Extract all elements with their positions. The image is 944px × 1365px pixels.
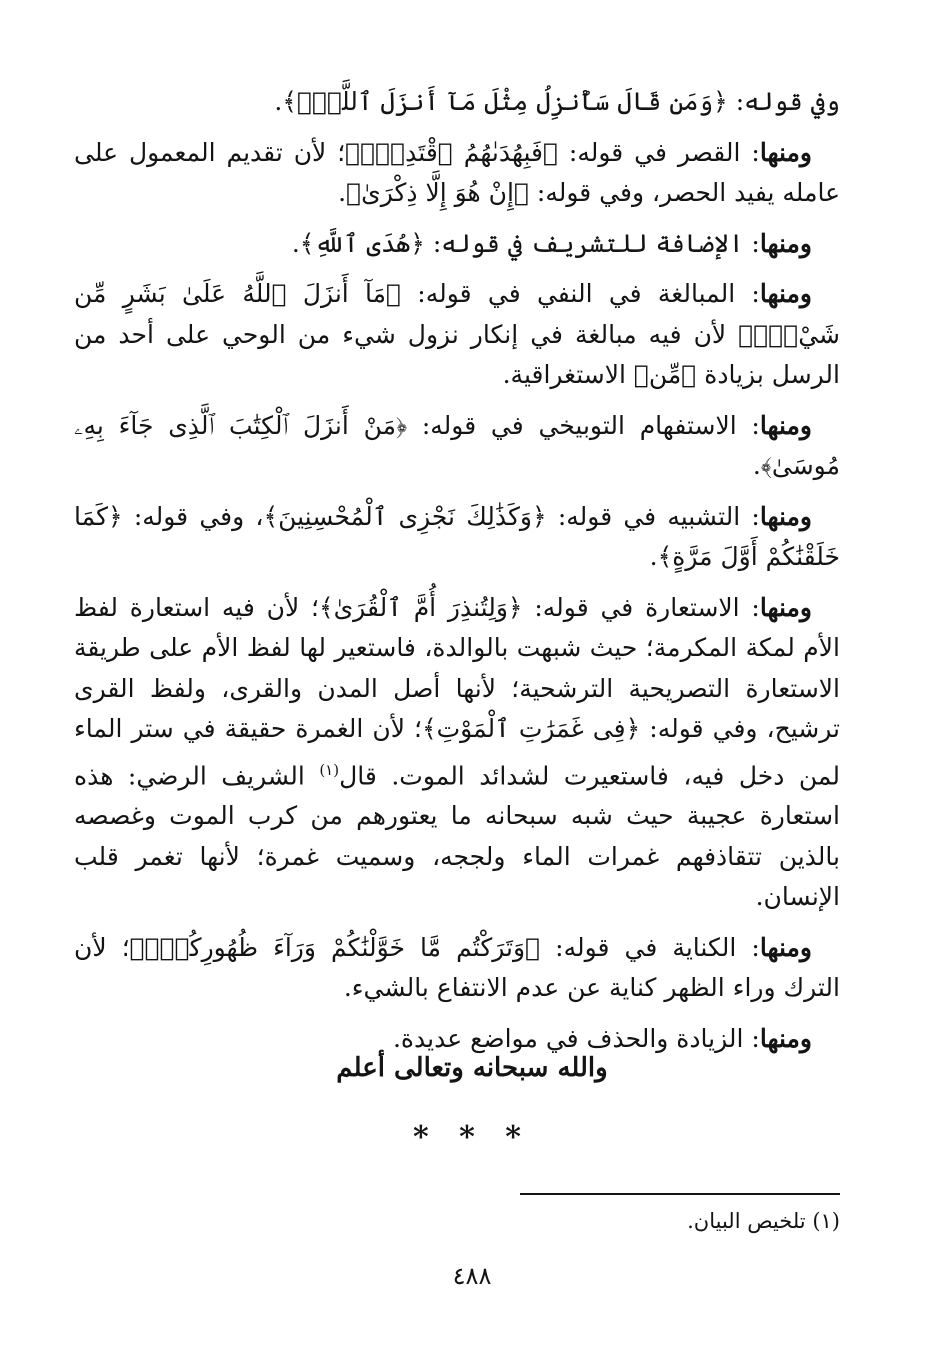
paragraph-lead: ومنها xyxy=(759,410,812,440)
paragraph xyxy=(74,928,840,1009)
paragraph xyxy=(74,406,840,487)
closing-line: والله سبحانه وتعالى أعلم xyxy=(336,1053,608,1083)
paragraph-lead: ومنها xyxy=(759,279,812,308)
body-text xyxy=(74,82,840,1069)
footnote-divider xyxy=(520,1193,840,1195)
paragraph-text: وفي قوله: ﴿وَمَن قَالَ سَأُنزِلُ مِثْلَ مَآ أَنزَلَ ٱللَّهُۗ﴾. xyxy=(274,87,840,116)
paragraph-lead: ومنها xyxy=(759,932,812,962)
footnote xyxy=(240,1205,840,1237)
paragraph-text: : الكناية في قوله: ﴿وَتَرَكْتُم مَّا خَوَّلْنَٰكُمْ وَرَآءَ ظُهُورِكُمْۖ﴾؛ لأن الترك وراء الظهر كناية عن عدم الانتفاع بالشيء. xyxy=(74,932,840,1003)
paragraph xyxy=(74,224,840,265)
paragraph-text: : الاستعارة في قوله: ﴿وَلِتُنذِرَ أُمَّ ٱلْقُرَىٰ﴾؛ لأن فيه استعارة لفظ الأم لمكة المكرمة؛ حيث شبهت بالوالدة، فاستعير لها لفظ الأم على طريقة الاستعارة التصريحية الترشحية؛ لأنها أصل المدن والقرى، ولفظ القرى ترشيح، وفي قوله: ﴿فِى غَمَرَٰتِ ٱلْمَوْتِ﴾؛ لأن الغمرة حقيقة في ستر الماء لمن دخل فيه، فاستعيرت لشدائد الموت. قال xyxy=(74,592,840,790)
paragraph-text: : القصر في قوله: ﴿فَبِهُدَىٰهُمُ ٱقْتَدِهْۗ﴾؛ لأن تقديم المعمول على عامله يفيد الحصر، وفي قوله: ﴿إِنْ هُوَ إِلَّا ذِكْرَىٰ﴾. xyxy=(74,137,840,207)
paragraph-lead: ومنها xyxy=(759,1023,812,1053)
page-number: ٤٨٨ xyxy=(452,1262,492,1290)
paragraph-lead: ومنها xyxy=(759,137,812,167)
paragraph xyxy=(74,497,840,578)
footnote-number: (١) xyxy=(812,1209,840,1233)
paragraph-lead: ومنها xyxy=(759,501,812,531)
section-separator: * * * xyxy=(413,1120,531,1155)
paragraph xyxy=(74,588,840,918)
paragraph-lead: ومنها xyxy=(759,592,812,622)
paragraph xyxy=(74,133,840,214)
footnote-reference[interactable]: (١) xyxy=(319,760,340,779)
paragraph xyxy=(74,82,840,123)
paragraph-text-continued: الشريف الرضي: هذه استعارة عجيبة حيث شبه سبحانه ما يعتورهم من كرب الموت وغصصه بالذين تتقاذفهم غمرات الماء ولججه، وسميت غمرة؛ لأنها تغمر قلب الإنسان. xyxy=(74,760,840,912)
paragraph-text: : التشبيه في قوله: ﴿وَكَذَٰلِكَ نَجْزِى ٱلْمُحْسِنِينَ﴾، وفي قوله: ﴿كَمَا خَلَقْنَٰكُمْ أَوَّلَ مَرَّةٍ﴾. xyxy=(74,501,840,571)
paragraph-lead: ومنها xyxy=(759,228,812,258)
paragraph-text: : المبالغة في النفي في قوله: ﴿مَآ أَنزَلَ ٱللَّهُ عَلَىٰ بَشَرٍ مِّن شَيْءٍۗ﴾ لأن فيه مبالغة في إنكار نزول شيء من الوحي على أحد من الرسل بزيادة ﴿مِّن﴾ الاستغراقية. xyxy=(74,279,840,389)
paragraph-text: : الإضافة للتشريف في قوله: ﴿هُدَى ٱللَّهِ﴾. xyxy=(291,228,760,258)
paragraph-text: : الزيادة والحذف في مواضع عديدة. xyxy=(392,1023,760,1053)
footnote-text: تلخيص البيان. xyxy=(687,1209,806,1233)
paragraph-text: : الاستفهام التوبيخي في قوله: ﴿مَنْ أَنزَلَ ٱلْكِتَٰبَ ٱلَّذِى جَآءَ بِهِۦ مُوسَىٰ﴾. xyxy=(74,410,840,480)
paragraph xyxy=(74,274,840,396)
